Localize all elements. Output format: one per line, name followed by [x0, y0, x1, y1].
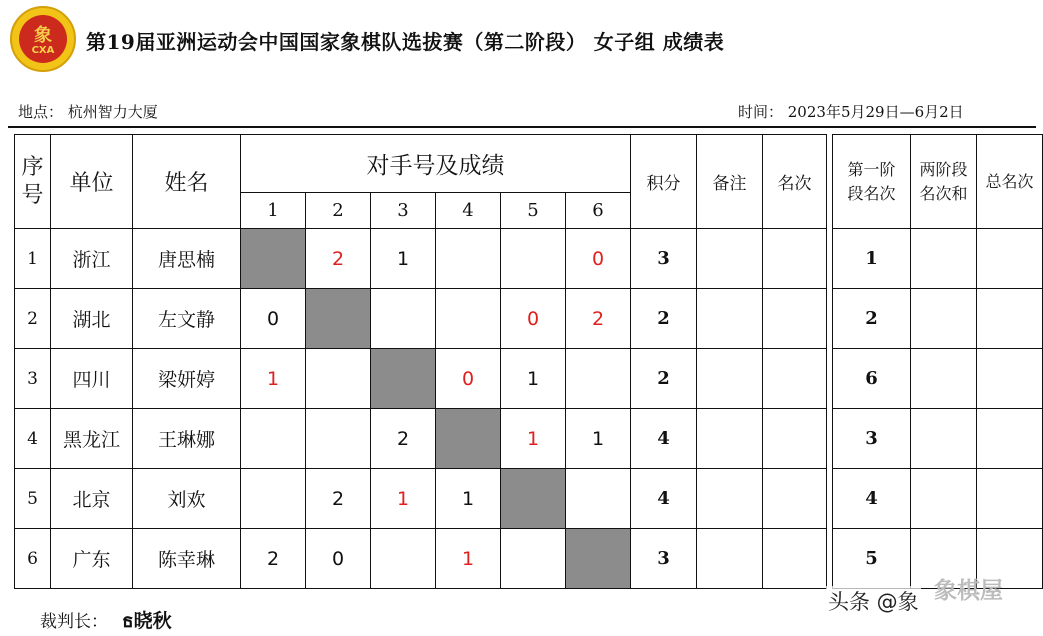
result-cell: 1: [436, 469, 501, 529]
table-row: [15, 289, 1043, 349]
result-rows: [15, 229, 1043, 589]
chief-referee-name: ธ晓秋: [122, 610, 172, 632]
cxa-logo-emblem: [19, 15, 67, 63]
header-row-top: [15, 135, 1043, 193]
row-index: 6: [15, 529, 51, 589]
result-cell: 0: [566, 229, 631, 289]
row-remarks: [697, 349, 763, 409]
result-cell: 1: [501, 409, 566, 469]
result-cell: [501, 229, 566, 289]
header-name: 姓名: [133, 135, 241, 229]
result-cell: [501, 529, 566, 589]
diagonal-cell: [501, 469, 566, 529]
watermark-brand: 象棋屋: [934, 578, 1003, 604]
row-rank: [763, 469, 827, 529]
result-cell: [371, 289, 436, 349]
header-opponent-6: 6: [566, 193, 631, 229]
watermark-text: 头条 @象: [826, 586, 921, 616]
result-cell: [306, 409, 371, 469]
header-opponent-4: 4: [436, 193, 501, 229]
result-cell: 1: [371, 229, 436, 289]
result-cell: [371, 529, 436, 589]
venue-location: 地点： 杭州智力大厦: [18, 103, 158, 121]
row-rank: [763, 349, 827, 409]
row-name: 唐思楠: [133, 229, 241, 289]
row-points: 4: [631, 469, 697, 529]
row-name: 梁妍婷: [133, 349, 241, 409]
row-rank: [763, 529, 827, 589]
row-unit: 四川: [51, 349, 133, 409]
row-stage1-rank: 2: [833, 289, 911, 349]
row-two-stage-sum: [911, 469, 977, 529]
table-row: [15, 229, 1043, 289]
row-remarks: [697, 529, 763, 589]
result-cell: 0: [501, 289, 566, 349]
row-name: 左文静: [133, 289, 241, 349]
row-rank: [763, 289, 827, 349]
cxa-logo: [10, 6, 76, 72]
header-total-rank: 总名次: [977, 135, 1043, 229]
logo-text: CXA: [31, 45, 55, 56]
document-title: 第19届亚洲运动会中国国家象棋队选拔赛（第二阶段） 女子组 成绩表: [86, 30, 725, 54]
chief-referee-label: 裁判长：: [40, 612, 108, 632]
row-unit: 北京: [51, 469, 133, 529]
header-rank: 名次: [763, 135, 827, 229]
event-time: 时间： 2023年5月29日—6月2日: [738, 103, 964, 121]
row-points: 3: [631, 229, 697, 289]
result-cell: 2: [566, 289, 631, 349]
row-unit: 湖北: [51, 289, 133, 349]
row-remarks: [697, 229, 763, 289]
header-two-stage-sum: [911, 135, 977, 229]
result-cell: [436, 229, 501, 289]
header-opponent-5: 5: [501, 193, 566, 229]
result-cell: 2: [241, 529, 306, 589]
row-two-stage-sum: [911, 409, 977, 469]
results-table: [14, 134, 1043, 589]
row-unit: 浙江: [51, 229, 133, 289]
result-cell: 1: [436, 529, 501, 589]
result-cell: 1: [241, 349, 306, 409]
diagonal-cell: [566, 529, 631, 589]
result-cell: 1: [566, 409, 631, 469]
result-cell: [241, 409, 306, 469]
row-total-rank: [977, 229, 1043, 289]
header-rule: [8, 126, 1036, 128]
result-cell: 1: [371, 469, 436, 529]
row-points: 4: [631, 409, 697, 469]
result-cell: [306, 349, 371, 409]
header-points: 积分: [631, 135, 697, 229]
row-index: 4: [15, 409, 51, 469]
header-opponents: 对手号及成绩: [241, 135, 631, 193]
row-total-rank: [977, 469, 1043, 529]
row-two-stage-sum: [911, 289, 977, 349]
header-stage1-rank-label: 第一阶段名次: [847, 159, 896, 203]
header-index-label: 序号: [21, 154, 44, 208]
result-cell: 0: [436, 349, 501, 409]
row-index: 1: [15, 229, 51, 289]
row-remarks: [697, 409, 763, 469]
row-remarks: [697, 289, 763, 349]
header-opponent-3: 3: [371, 193, 436, 229]
table-row: [15, 409, 1043, 469]
diagonal-cell: [436, 409, 501, 469]
result-cell: [436, 289, 501, 349]
row-rank: [763, 409, 827, 469]
result-cell: [566, 469, 631, 529]
logo-glyph: 象: [34, 25, 52, 46]
row-rank: [763, 229, 827, 289]
row-two-stage-sum: [911, 349, 977, 409]
row-name: 刘欢: [133, 469, 241, 529]
watermark: [826, 578, 1032, 618]
diagonal-cell: [371, 349, 436, 409]
result-cell: [566, 349, 631, 409]
result-cell: 2: [371, 409, 436, 469]
row-points: 2: [631, 289, 697, 349]
row-index: 3: [15, 349, 51, 409]
result-cell: [241, 469, 306, 529]
row-stage1-rank: 3: [833, 409, 911, 469]
table-row: [15, 469, 1043, 529]
row-stage1-rank: 6: [833, 349, 911, 409]
diagonal-cell: [241, 229, 306, 289]
result-cell: 0: [241, 289, 306, 349]
result-cell: 2: [306, 469, 371, 529]
row-remarks: [697, 469, 763, 529]
row-index: 2: [15, 289, 51, 349]
row-stage1-rank: 4: [833, 469, 911, 529]
result-cell: 1: [501, 349, 566, 409]
row-name: 王琳娜: [133, 409, 241, 469]
row-total-rank: [977, 409, 1043, 469]
row-points: 3: [631, 529, 697, 589]
row-two-stage-sum: [911, 229, 977, 289]
header-opponent-1: 1: [241, 193, 306, 229]
diagonal-cell: [306, 289, 371, 349]
row-points: 2: [631, 349, 697, 409]
header-index: [15, 135, 51, 229]
row-stage1-rank: 1: [833, 229, 911, 289]
row-index: 5: [15, 469, 51, 529]
header-stage1-rank: [833, 135, 911, 229]
row-unit: 黑龙江: [51, 409, 133, 469]
table-row: [15, 349, 1043, 409]
row-unit: 广东: [51, 529, 133, 589]
header-opponent-2: 2: [306, 193, 371, 229]
row-stage1-rank: 5: [833, 529, 911, 589]
header-two-stage-sum-label: 两阶段名次和: [919, 159, 968, 203]
header-unit: 单位: [51, 135, 133, 229]
chief-referee: [40, 606, 172, 636]
row-name: 陈幸琳: [133, 529, 241, 589]
row-total-rank: [977, 349, 1043, 409]
result-cell: 0: [306, 529, 371, 589]
row-total-rank: [977, 289, 1043, 349]
header-remarks: 备注: [697, 135, 763, 229]
result-cell: 2: [306, 229, 371, 289]
